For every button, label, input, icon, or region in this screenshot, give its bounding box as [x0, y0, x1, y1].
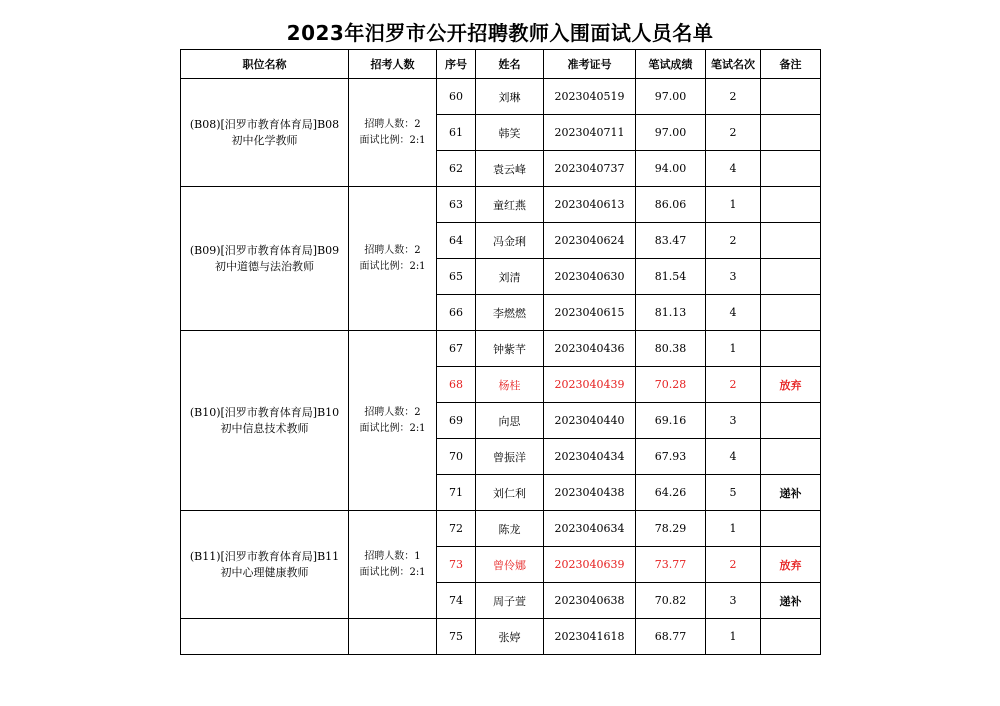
remark-cell: 递补	[761, 583, 821, 619]
quota-line: 面试比例：2:1	[359, 260, 426, 272]
exam-id-cell: 2023041618	[544, 619, 636, 655]
seq-cell: 62	[437, 151, 476, 187]
rank-cell: 3	[706, 403, 761, 439]
position-name-line: 初中心理健康教师	[220, 565, 309, 579]
score-cell: 80.38	[636, 331, 706, 367]
header-score: 笔试成绩	[636, 50, 706, 79]
position-cell	[181, 331, 349, 511]
quota-line: 面试比例：2:1	[359, 422, 426, 434]
seq-cell: 60	[437, 79, 476, 115]
name-cell: 钟紫芊	[476, 331, 544, 367]
score-cell: 70.28	[636, 367, 706, 403]
quota-line: 招聘人数：2	[364, 244, 421, 256]
rank-cell: 3	[706, 583, 761, 619]
remark-cell: 放弃	[761, 547, 821, 583]
seq-cell: 73	[437, 547, 476, 583]
position-name-line: (B10)[汨罗市教育体育局]B10	[189, 405, 340, 419]
rank-cell: 1	[706, 511, 761, 547]
remark-cell	[761, 331, 821, 367]
rank-cell: 1	[706, 331, 761, 367]
exam-id-cell: 2023040439	[544, 367, 636, 403]
seq-cell: 72	[437, 511, 476, 547]
quota-line: 招聘人数：1	[364, 550, 421, 562]
exam-id-cell: 2023040638	[544, 583, 636, 619]
table-header-row	[181, 50, 821, 79]
name-cell: 冯金琍	[476, 223, 544, 259]
header-quota: 招考人数	[349, 50, 437, 79]
exam-id-cell: 2023040434	[544, 439, 636, 475]
position-name-line: (B09)[汨罗市教育体育局]B09	[189, 243, 340, 257]
score-cell: 64.26	[636, 475, 706, 511]
table-row	[181, 619, 821, 655]
header-name: 姓名	[476, 50, 544, 79]
seq-cell: 71	[437, 475, 476, 511]
rank-cell: 4	[706, 151, 761, 187]
rank-cell: 2	[706, 367, 761, 403]
rank-cell: 2	[706, 547, 761, 583]
remark-cell: 放弃	[761, 367, 821, 403]
rank-cell: 5	[706, 475, 761, 511]
rank-cell: 2	[706, 115, 761, 151]
remark-cell	[761, 187, 821, 223]
page-bottom-cutoff	[0, 668, 1000, 706]
remark-cell	[761, 79, 821, 115]
table-body	[181, 79, 821, 655]
quota-cell	[349, 187, 437, 331]
seq-cell: 75	[437, 619, 476, 655]
seq-cell: 61	[437, 115, 476, 151]
rank-cell: 3	[706, 259, 761, 295]
header-position: 职位名称	[181, 50, 349, 79]
score-cell: 73.77	[636, 547, 706, 583]
exam-id-cell: 2023040624	[544, 223, 636, 259]
position-cell	[181, 511, 349, 619]
seq-cell: 70	[437, 439, 476, 475]
remark-cell	[761, 439, 821, 475]
remark-cell	[761, 259, 821, 295]
score-cell: 86.06	[636, 187, 706, 223]
score-cell: 68.77	[636, 619, 706, 655]
name-cell: 李燃燃	[476, 295, 544, 331]
exam-id-cell: 2023040436	[544, 331, 636, 367]
name-cell: 刘琳	[476, 79, 544, 115]
table-row	[181, 331, 821, 367]
name-cell: 周子萱	[476, 583, 544, 619]
header-seq: 序号	[437, 50, 476, 79]
score-cell: 70.82	[636, 583, 706, 619]
page-title: 2023年汨罗市公开招聘教师入围面试人员名单	[286, 21, 714, 45]
seq-cell: 64	[437, 223, 476, 259]
quota-line: 面试比例：2:1	[359, 134, 426, 146]
remark-cell	[761, 619, 821, 655]
header-exam-id: 准考证号	[544, 50, 636, 79]
position-cell	[181, 79, 349, 187]
rank-cell: 1	[706, 619, 761, 655]
header-rank: 笔试名次	[706, 50, 761, 79]
remark-cell	[761, 151, 821, 187]
seq-cell: 65	[437, 259, 476, 295]
name-cell: 刘清	[476, 259, 544, 295]
exam-id-cell: 2023040634	[544, 511, 636, 547]
remark-cell	[761, 403, 821, 439]
position-name-line: (B11)[汨罗市教育体育局]B11	[189, 549, 340, 563]
score-cell: 67.93	[636, 439, 706, 475]
rank-cell: 2	[706, 79, 761, 115]
exam-id-cell: 2023040438	[544, 475, 636, 511]
rank-cell: 4	[706, 439, 761, 475]
score-cell: 97.00	[636, 115, 706, 151]
quota-cell	[349, 511, 437, 619]
seq-cell: 69	[437, 403, 476, 439]
remark-cell	[761, 511, 821, 547]
score-cell: 94.00	[636, 151, 706, 187]
seq-cell: 67	[437, 331, 476, 367]
name-cell: 杨桂	[476, 367, 544, 403]
name-cell: 袁云峰	[476, 151, 544, 187]
name-cell: 韩笑	[476, 115, 544, 151]
name-cell: 张婷	[476, 619, 544, 655]
rank-cell: 1	[706, 187, 761, 223]
name-cell: 陈龙	[476, 511, 544, 547]
position-cell	[181, 619, 349, 655]
rank-cell: 2	[706, 223, 761, 259]
position-name-line: 初中信息技术教师	[220, 421, 309, 435]
score-cell: 69.16	[636, 403, 706, 439]
score-cell: 81.54	[636, 259, 706, 295]
interview-candidates-table	[180, 49, 821, 655]
name-cell: 刘仁利	[476, 475, 544, 511]
exam-id-cell: 2023040630	[544, 259, 636, 295]
seq-cell: 74	[437, 583, 476, 619]
seq-cell: 63	[437, 187, 476, 223]
exam-id-cell: 2023040440	[544, 403, 636, 439]
seq-cell: 68	[437, 367, 476, 403]
exam-id-cell: 2023040519	[544, 79, 636, 115]
score-cell: 83.47	[636, 223, 706, 259]
name-cell: 曾伶娜	[476, 547, 544, 583]
quota-line: 招聘人数：2	[364, 406, 421, 418]
position-name-line: 初中道德与法治教师	[215, 259, 314, 273]
quota-cell	[349, 331, 437, 511]
seq-cell: 66	[437, 295, 476, 331]
score-cell: 97.00	[636, 79, 706, 115]
quota-line: 招聘人数：2	[364, 118, 421, 130]
score-cell: 81.13	[636, 295, 706, 331]
table-row	[181, 187, 821, 223]
header-remark: 备注	[761, 50, 821, 79]
remark-cell	[761, 295, 821, 331]
table-row	[181, 511, 821, 547]
exam-id-cell: 2023040639	[544, 547, 636, 583]
name-cell: 曾振洋	[476, 439, 544, 475]
quota-line: 面试比例：2:1	[359, 566, 426, 578]
name-cell: 向思	[476, 403, 544, 439]
score-cell: 78.29	[636, 511, 706, 547]
position-name-line: (B08)[汨罗市教育体育局]B08	[189, 117, 340, 131]
position-cell	[181, 187, 349, 331]
name-cell: 童红燕	[476, 187, 544, 223]
quota-cell	[349, 619, 437, 655]
table-row	[181, 79, 821, 115]
exam-id-cell: 2023040711	[544, 115, 636, 151]
remark-cell	[761, 223, 821, 259]
exam-id-cell: 2023040615	[544, 295, 636, 331]
rank-cell: 4	[706, 295, 761, 331]
remark-cell: 递补	[761, 475, 821, 511]
exam-id-cell: 2023040613	[544, 187, 636, 223]
remark-cell	[761, 115, 821, 151]
position-name-line: 初中化学教师	[231, 133, 298, 147]
quota-cell	[349, 79, 437, 187]
exam-id-cell: 2023040737	[544, 151, 636, 187]
